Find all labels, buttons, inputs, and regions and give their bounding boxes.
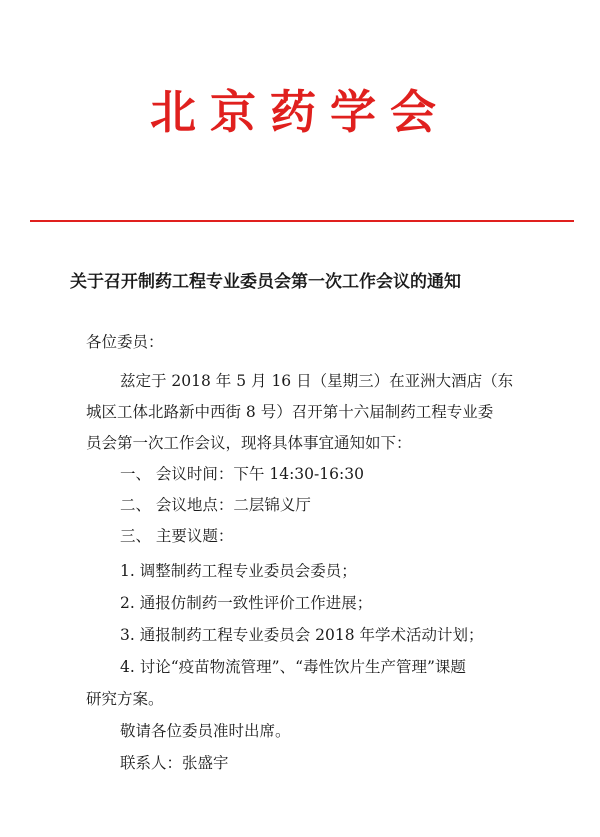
body-line-1: 兹定于 2018 年 5 月 16 日（星期三）在亚洲大酒店（东 [120,372,514,390]
body-line-3: 员会第一次工作会议，现将具体事宜通知如下： [86,434,412,452]
body-line-2: 城区工体北路新中西街 8 号）召开第十六届制药工程专业委 [86,403,494,421]
notice-title: 关于召开制药工程专业委员会第一次工作会议的通知 [70,272,461,292]
topic-2: 2. 通报仿制药一致性评价工作进展； [120,594,373,612]
contact-person: 联系人：张盛宇 [120,754,229,772]
organization-letterhead: 北京药学会 [150,85,450,139]
topic-4-continuation: 研究方案。 [86,690,164,708]
salutation: 各位委员： [86,333,164,351]
letterhead-red-rule [30,220,574,222]
topic-4: 4. 讨论“疫苗物流管理”、“毒性饮片生产管理”课题 [120,658,466,676]
closing-line: 敬请各位委员准时出席。 [120,722,291,740]
topic-1: 1. 调整制药工程专业委员会委员； [120,562,357,580]
item-meeting-time: 一、 会议时间：下午 14:30-16:30 [120,465,364,483]
item-main-topics: 三、 主要议题： [120,527,234,545]
item-meeting-location: 二、 会议地点：二层锦义厅 [120,496,311,514]
topic-3: 3. 通报制药工程专业委员会 2018 年学术活动计划； [120,626,484,644]
